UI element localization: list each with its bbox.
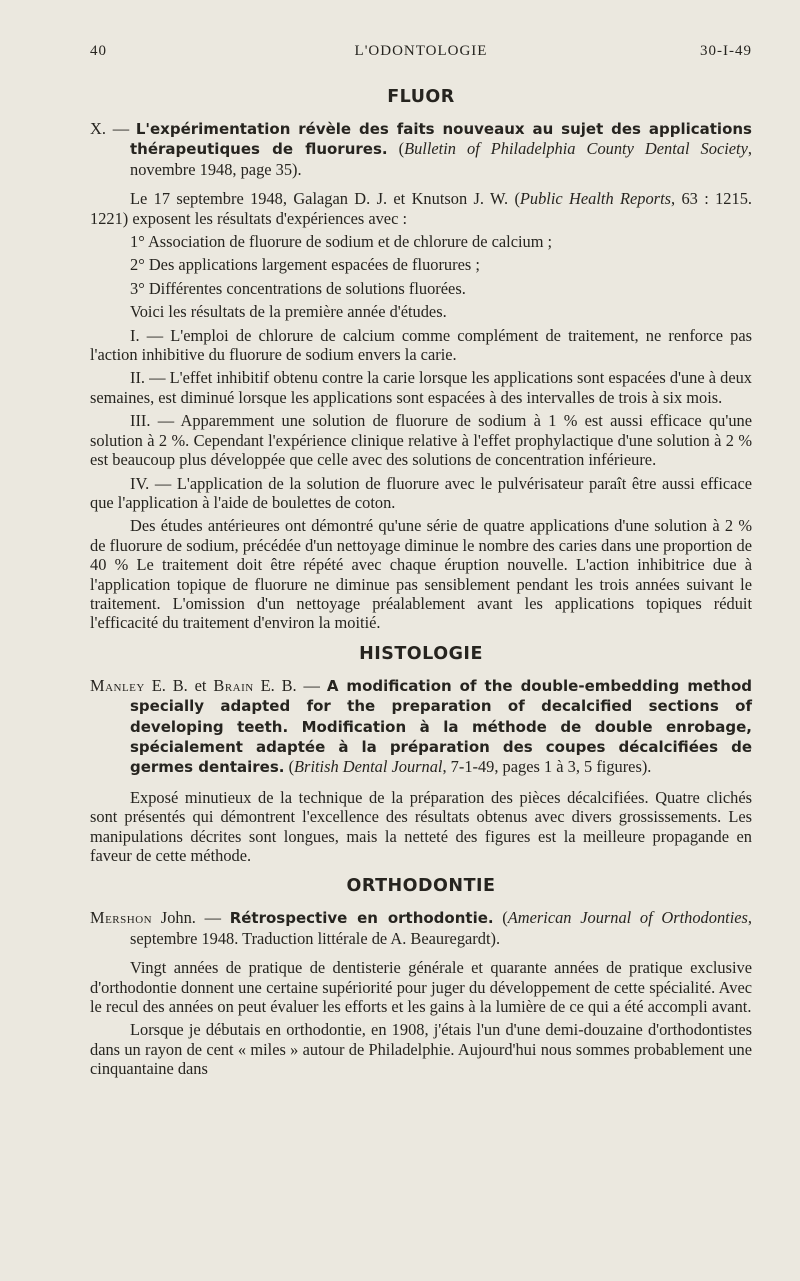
section-heading-fluor: FLUOR (387, 87, 455, 107)
author-first-name: John. — (152, 908, 230, 928)
running-header (90, 43, 752, 67)
paren-open: ( (284, 757, 295, 777)
reference-title: L'expérimentation révèle des faits nouveaux au sujet des applications thérapeutiques de fluorures. (130, 120, 752, 159)
intro-journal: Public Health Reports (519, 189, 671, 209)
fluor-reference (90, 119, 752, 179)
reference-journal: British Dental Journal (294, 757, 443, 777)
paren-open: ( (387, 139, 405, 159)
histologie-paragraph: Exposé minutieux de la technique de la préparation des pièces décalcifiées. Quatre clichés sont présentés qui démontrent l'excellence des résultats obtenus avec divers grossissements. Les manipulations décrites sont longues, mais la netteté des figures est la meilleure propagande en faveur de cette méthode. (90, 787, 752, 865)
section-heading-histologie: HISTOLOGIE (359, 643, 483, 664)
result-paragraph: IV. — L'application de la solution de fluorure avec le pulvérisateur paraît être aussi efficace que l'application à l'aide de boulettes de coton. (90, 473, 752, 512)
intro-text-end: , 63 : 1215. 1221) exposent les résultats d'expériences avec : (90, 189, 752, 228)
orthodontie-reference (90, 908, 752, 948)
reference-details: , novembre 1948, page 35). (130, 139, 752, 179)
reference-title: A modification of the double-embedding method specially adapted for the preparation of decalcified sections of developing teeth. Modification à la méthode de double enrobage, spécialement adaptée à la préparation des coupes décalcifiées de germes dentaires. (130, 676, 753, 777)
reference-number: X. — (90, 119, 136, 138)
reference-title: Rétrospective en orthodontie. (229, 909, 494, 928)
reference-journal: Bulletin of Philadelphia County Dental Society (404, 139, 748, 159)
fluor-intro-paragraph (90, 189, 752, 228)
list-item: 2° Des applications largement espacées de fluorures ; (130, 255, 480, 275)
list-item: 1° Association de fluorure de sodium et de chlorure de calcium ; (130, 232, 553, 252)
orthodontie-paragraph: Lorsque je débutais en orthodontie, en 1908, j'étais l'un d'une demi-douzaine d'orthodontistes dans un rayon de cent « miles » autour de Philadelphie. Aujourd'hui nous sommes probablement une cinquantaine dans (90, 1020, 752, 1079)
author-initials: E. B. et (144, 675, 214, 695)
reference-details: , 7-1-49, pages 1 à 3, 5 figures). (442, 757, 652, 777)
author-name: Brain (213, 675, 254, 695)
list-item: 3° Différentes concentrations de solutions fluorées. (130, 278, 466, 298)
article-body (90, 80, 752, 1083)
intro-text: Le 17 septembre 1948, Galagan D. J. et Knutson J. W. ( (130, 189, 520, 209)
reference-journal: American Journal of Orthodonties (507, 908, 748, 928)
paren-open: ( (493, 908, 508, 928)
reference-details: , septembre 1948. Traduction littérale de A. Beauregardt). (130, 908, 753, 948)
result-paragraph: III. — Apparemment une solution de fluorure de sodium à 1 % est aussi efficace qu'une solution à 2 %. Cependant l'expérience clinique relative à l'effet prophylactique d'une solution à 2 % est beaucoup plus développée que celle avec des solutions de concentration inférieure. (90, 411, 752, 470)
issue-date: 30-I-49 (700, 43, 752, 59)
results-intro: Voici les résultats de la première année d'études. (130, 302, 447, 322)
closing-paragraph: Des études antérieures ont démontré qu'une série de quatre applications d'une solution à 2 % de fluorure de sodium, précédée d'un nettoyage diminue le nombre des caries dans une proportion de 40 % Le traitement doit être répété avec chaque éruption nouvelle. L'action inhibitrice due à l'application topique de fluorure ne diminue pas sensiblement pendant les trois années suivant le traitement. L'omission d'un nettoyage préalablement avant les applications topiques réduit l'efficacité du traitement d'environ la moitié. (90, 516, 752, 633)
page-number: 40 (90, 43, 107, 59)
result-paragraph: I. — L'emploi de chlorure de calcium comme complément de traitement, ne renforce pas l'action inhibitive du fluorure de sodium envers la carie. (90, 325, 752, 365)
author-name: Manley (90, 675, 145, 695)
result-paragraph: II. — L'effet inhibitif obtenu contre la carie lorsque les applications sont espacées d'une à deux semaines, est diminué lorsque les applications sont espacées à des intervalles de trois à six mois. (90, 368, 752, 407)
running-title: L'ODONTOLOGIE (354, 43, 488, 59)
section-heading-orthodontie: ORTHODONTIE (346, 876, 496, 897)
author-name: Mershon (90, 908, 153, 928)
histologie-reference (90, 676, 752, 778)
author-initials: E. B. — (253, 675, 327, 695)
orthodontie-paragraph: Vingt années de pratique de dentisterie générale et quarante années de pratique exclusive d'orthodontie donnent une certaine supériorité pour juger du développement de cette spécialité. Avec le recul des années on peut évaluer les efforts et les gains à la lumière de ce qui a été accompli avant. (90, 958, 752, 1017)
